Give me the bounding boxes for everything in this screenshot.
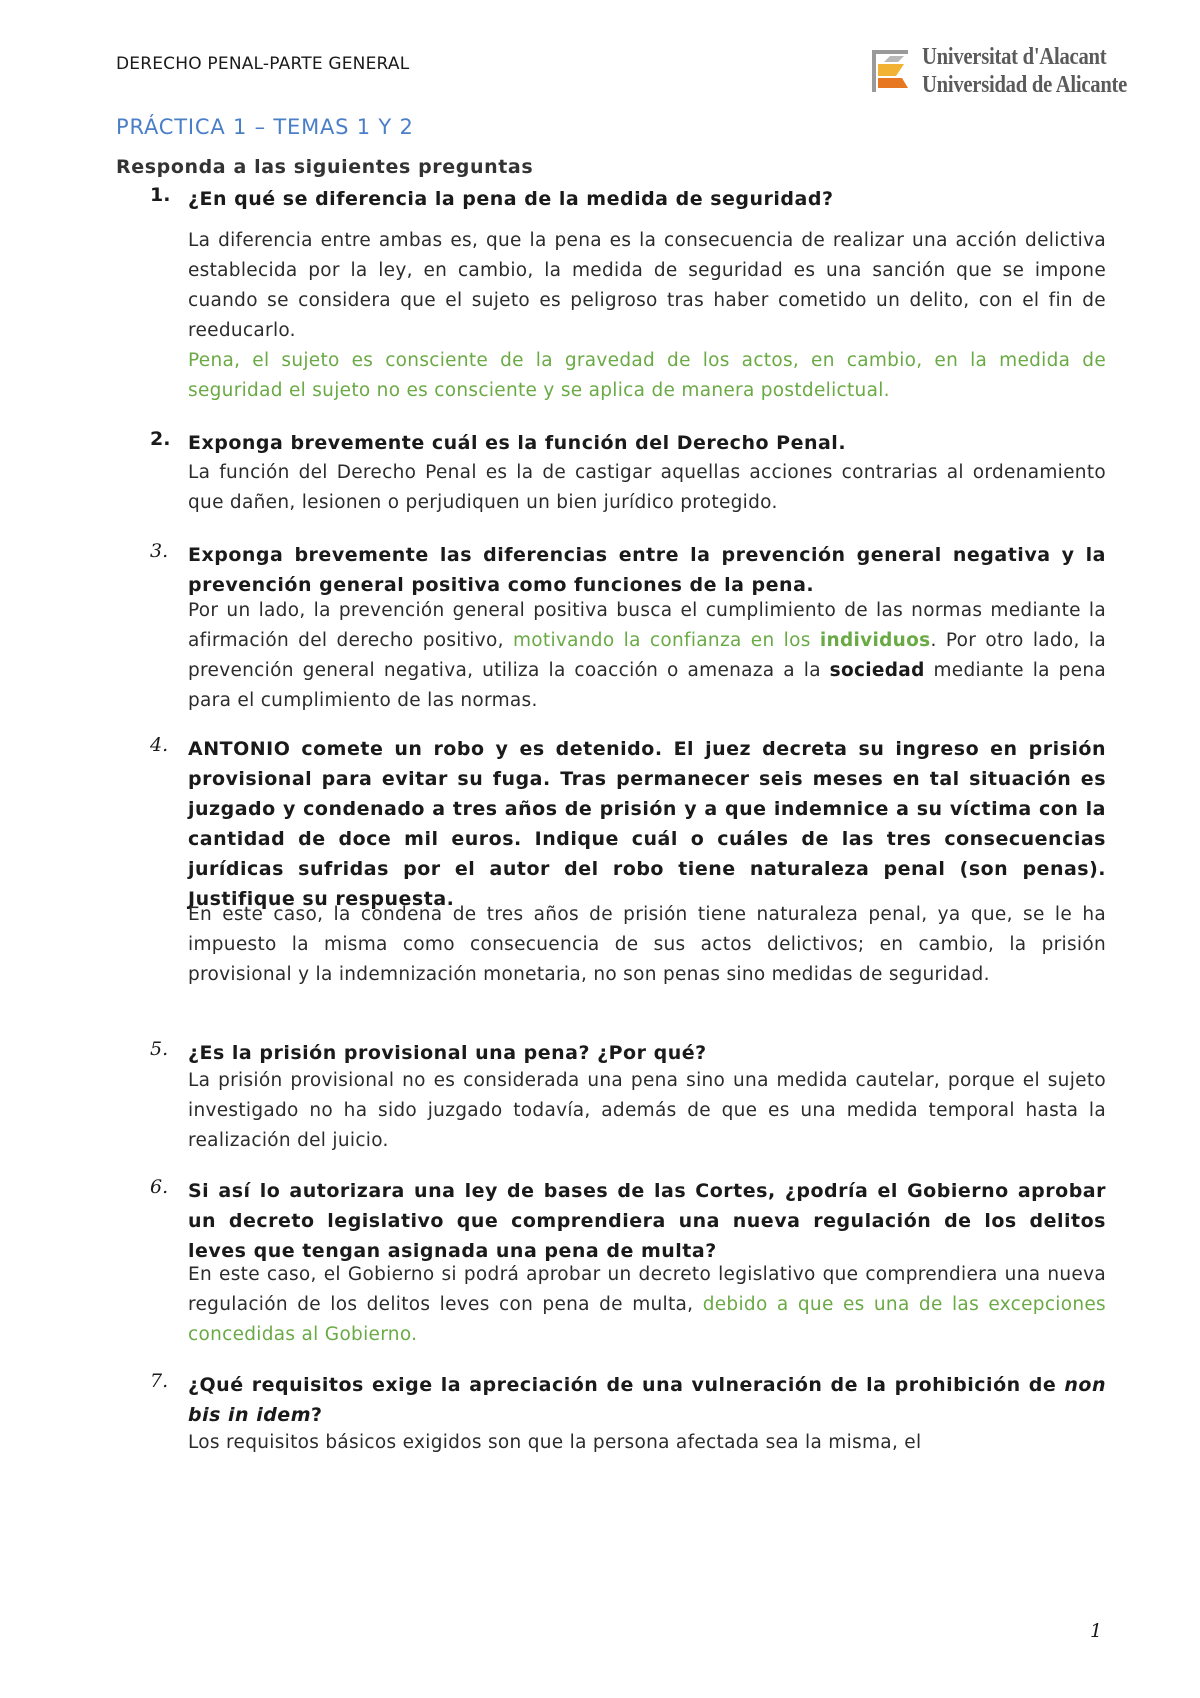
answer-3	[188, 596, 1106, 716]
question-number: 6.	[150, 1176, 169, 1198]
answer-3-part-a: Por un lado, la prevención general positiva busca el cumplimiento de las normas mediante la afirmación del derecho positivo,	[188, 600, 1106, 651]
answer-3-part-c: mediante la pena para el cumplimiento de las normas.	[188, 660, 1106, 711]
answer-3-part-b: . Por otro lado, la prevención general negativa, utiliza la coacción o amenaza a la	[188, 630, 1106, 681]
question-text: Exponga brevemente las diferencias entre la prevención general negativa y la prevención general positiva como funciones de la pena.	[188, 544, 1106, 596]
question-number: 3.	[150, 540, 169, 562]
page-number: 1	[1090, 1620, 1103, 1642]
logo-text-spanish: Universidad de Alicante	[922, 72, 1128, 98]
question-number: 1.	[150, 184, 171, 206]
question-number: 7.	[150, 1370, 169, 1392]
answer-4: En este caso, la condena de tres años de prisión tiene naturaleza penal, ya que, se le ha impuesto la misma como consecuencia de sus actos delictivos; en cambio, la prisión provisional y la indemnización monetaria, no son penas sino medidas de seguridad.	[188, 904, 1106, 985]
answer-1-comment: Pena, el sujeto es consciente de la gravedad de los actos, en cambio, en la medida de seguridad el sujeto no es consciente y se aplica de manera postdelictual.	[188, 350, 1106, 401]
document-header: DERECHO PENAL-PARTE GENERAL	[116, 54, 410, 74]
question-7-part-b: ?	[311, 1404, 323, 1426]
question-text: ANTONIO comete un robo y es detenido. El juez decreta su ingreso en prisión provisional para evitar su fuga. Tras permanecer seis meses en tal situación es juzgado y condenado a tres años de prisión y a que indemnice a su víctima con la cantidad de doce mil euros. Indique cuál o cuáles de las tres consecuencias jurídicas sufridas por el autor del robo tiene naturaleza penal (son penas). Justifique su respuesta.	[188, 738, 1106, 910]
question-text: Si así lo autorizara una ley de bases de las Cortes, ¿podría el Gobierno aprobar un decreto legislativo que comprendiera una nueva regulación de los delitos leves que tengan asignada una pena de multa?	[188, 1180, 1106, 1262]
logo-text-valencian: Universitat d'Alacant	[922, 44, 1107, 70]
question-text: ¿En qué se diferencia la pena de la medida de seguridad?	[188, 188, 834, 210]
question-number: 2.	[150, 428, 171, 450]
answer-7: Los requisitos básicos exigidos son que la persona afectada sea la misma, el	[188, 1432, 922, 1453]
page-title: PRÁCTICA 1 – TEMAS 1 Y 2	[116, 115, 414, 139]
university-logo	[868, 44, 1128, 104]
answer-5: La prisión provisional no es considerada una pena sino una medida cautelar, porque el sujeto investigado no ha sido juzgado todavía, además de que es una medida temporal hasta la realización del juicio.	[188, 1070, 1106, 1151]
question-number: 4.	[150, 734, 169, 756]
answer-6-text: En este caso, el Gobierno si podrá aprobar un decreto legislativo que comprendiera una nueva regulación de los delitos leves con pena de multa,	[188, 1264, 1106, 1315]
answer-3-bold: sociedad	[829, 660, 925, 681]
question-7-latin-term: non bis in idem	[188, 1374, 1106, 1426]
question-7-part-a: ¿Qué requisitos exige la apreciación de una vulneración de la prohibición de	[188, 1374, 1065, 1396]
university-logo-icon	[868, 46, 914, 96]
answer-6-comment: debido a que es una de las excepciones concedidas al Gobierno.	[188, 1294, 1106, 1345]
question-number: 5.	[150, 1038, 169, 1060]
question-text: ¿Es la prisión provisional una pena? ¿Por qué?	[188, 1042, 707, 1064]
answer-3-highlight-bold: individuos	[819, 630, 931, 651]
instructions: Responda a las siguientes preguntas	[116, 156, 534, 178]
answer-3-highlight: motivando la confianza en los	[512, 630, 811, 651]
question-text	[188, 1370, 1106, 1430]
question-text: Exponga brevemente cuál es la función del Derecho Penal.	[188, 432, 847, 454]
answer-2: La función del Derecho Penal es la de castigar aquellas acciones contrarias al ordenamiento que dañen, lesionen o perjudiquen un bien jurídico protegido.	[188, 462, 1106, 513]
answer-1: La diferencia entre ambas es, que la pena es la consecuencia de realizar una acción delictiva establecida por la ley, en cambio, la medida de seguridad es una sanción que se impone cuando se considera que el sujeto es peligroso tras haber cometido un delito, con el fin de reeducarlo.	[188, 230, 1106, 341]
answer-6	[188, 1260, 1106, 1350]
